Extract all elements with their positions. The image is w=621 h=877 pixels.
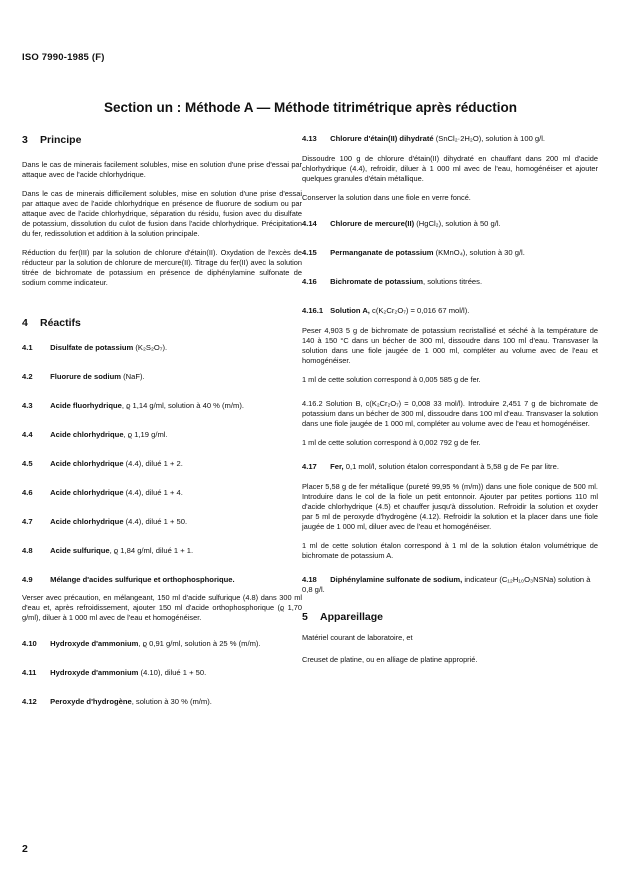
reagent-item bbox=[22, 517, 302, 527]
item-text: (4.4), dilué 1 + 2. bbox=[123, 459, 183, 468]
item-title: Chlorure de mercure(II) bbox=[330, 219, 415, 228]
item-number: 4.16.1 bbox=[302, 306, 324, 315]
heading-text: Réactifs bbox=[40, 317, 81, 329]
item-text: , ϱ 0,91 g/ml, solution à 25 % (m/m). bbox=[138, 639, 261, 648]
item-number: 4.3 bbox=[22, 401, 33, 410]
reagent-item bbox=[22, 343, 302, 353]
item-number: 4.11 bbox=[22, 668, 37, 677]
paragraph: Dissoudre 100 g de chlorure d'étain(II) dihydraté en chauffant dans 200 ml d'acide chlorhydrique (4.4), refroidir, diluer à 1 000 ml avec de l'eau, homogénéiser et ajouter quelques granules d'étain métallique. bbox=[302, 154, 598, 183]
item-number: 4.13 bbox=[302, 134, 317, 143]
paragraph: Conserver la solution dans une fiole en verre foncé. bbox=[302, 193, 471, 202]
reagent-item bbox=[302, 277, 598, 287]
item-number: 4.7 bbox=[22, 517, 33, 526]
item-title: Fluorure de sodium bbox=[50, 372, 122, 381]
reagent-item bbox=[22, 401, 302, 411]
item-title: Hydroxyde d'ammonium bbox=[50, 668, 139, 677]
reagent-item bbox=[302, 134, 598, 144]
paragraph: 1 ml de cette solution étalon correspond à 1 ml de la solution étalon volumétrique de bichromate de potassium A. bbox=[302, 541, 598, 560]
item-number: 4.9 bbox=[22, 575, 33, 584]
item-number: 4.18 bbox=[302, 575, 317, 584]
item-number: 4.6 bbox=[22, 488, 33, 497]
paragraph: 1 ml de cette solution correspond à 0,002 792 g de fer. bbox=[302, 438, 481, 447]
reagent-item bbox=[22, 459, 302, 469]
item-text: , ϱ 1,19 g/ml. bbox=[123, 430, 168, 439]
item-title: Acide fluorhydrique bbox=[50, 401, 122, 410]
reagent-item bbox=[22, 546, 302, 556]
item-number: 4.12 bbox=[22, 697, 37, 706]
heading-principe bbox=[22, 134, 302, 146]
reagent-item bbox=[302, 462, 598, 472]
page-number: 2 bbox=[22, 843, 28, 855]
reagent-item bbox=[22, 488, 302, 498]
heading-appareillage bbox=[302, 611, 598, 623]
item-text: (HgCl₂), solution à 50 g/l. bbox=[414, 219, 501, 228]
reagent-item bbox=[22, 639, 302, 649]
paragraph: Peser 4,903 5 g de bichromate de potassium recristallisé et séché à la température de 140 à 150 °C dans un bécher de 300 ml, dissoudre dans 100 ml d'eau. Transvaser la solution dans une fiole jaugée de 1 000 ml, compléter au volume avec de l'eau et homogénéiser. bbox=[302, 326, 598, 365]
heading-reactifs bbox=[22, 317, 302, 329]
item-number: 4.14 bbox=[302, 219, 317, 228]
item-title: Bichromate de potassium bbox=[330, 277, 423, 286]
item-number: 4.8 bbox=[22, 546, 33, 555]
heading-number: 3 bbox=[22, 134, 28, 146]
reagent-item bbox=[22, 575, 302, 585]
reagent-item bbox=[302, 306, 598, 316]
item-title: Solution A, bbox=[330, 306, 370, 315]
item-title: Acide chlorhydrique bbox=[50, 517, 124, 526]
reagent-item bbox=[22, 430, 302, 440]
item-title: Disulfate de potassium bbox=[50, 343, 134, 352]
heading-number: 5 bbox=[302, 611, 308, 623]
reagent-item bbox=[22, 668, 302, 678]
reagent-item bbox=[22, 372, 302, 382]
item-title: Permanganate de potassium bbox=[330, 248, 434, 257]
standard-reference: ISO 7990-1985 (F) bbox=[22, 52, 105, 63]
item-number: 4.17 bbox=[302, 462, 317, 471]
paragraph: 4.16.2 Solution B, c(K₂Cr₂O₇) = 0,008 33 mol/l). Introduire 2,451 7 g de bichromate de potassium dans un bécher de 300 ml, dissoudre dans 100 ml d'eau. Transvaser la solution dans une fiole jaugée de 1 000 ml, compléter au volume avec de l'eau et homogénéiser. bbox=[302, 399, 598, 428]
item-text: , ϱ 1,14 g/ml, solution à 40 % (m/m). bbox=[121, 401, 244, 410]
paragraph: Matériel courant de laboratoire, et bbox=[302, 633, 413, 642]
item-number: 4.5 bbox=[22, 459, 33, 468]
item-number: 4.4 bbox=[22, 430, 33, 439]
item-text: (SnCl₂·2H₂O), solution à 100 g/l. bbox=[433, 134, 546, 143]
left-column bbox=[22, 134, 302, 726]
item-number: 4.16 bbox=[302, 277, 317, 286]
paragraph: Verser avec précaution, en mélangeant, 150 ml d'acide sulfurique (4.8) dans 300 ml d'eau et, après refroidissement, ajouter 150 ml d'acide orthophosphorique (ϱ 1,70 g/ml), diluer à 1 000 ml avec de l'eau et homogénéiser. bbox=[22, 593, 302, 622]
item-title: Diphénylamine sulfonate de sodium, bbox=[330, 575, 463, 584]
paragraph: 1 ml de cette solution correspond à 0,005 585 g de fer. bbox=[302, 375, 481, 384]
item-title: Acide chlorhydrique bbox=[50, 459, 124, 468]
paragraph: Dans le cas de minerais difficilement solubles, mise en solution d'une prise d'essai par attaque avec de l'acide chlorhydrique en présence de fluorure de sodium ou par attaque avec de l'acide chlorhydrique, séparation du résidu, fusion avec du disulfate de potassium, dissolution du culot de fusion dans l'acide chlorhydrique. Précipitation du fer, redissolution et addition à la solution principale. bbox=[22, 189, 302, 238]
item-text: indicateur (C₁₂H₁₀O₃NSNa) solution à 0,8 g/l. bbox=[302, 575, 591, 594]
reagent-item bbox=[302, 219, 598, 229]
item-text: (4.4), dilué 1 + 4. bbox=[123, 488, 183, 497]
paragraph: Réduction du fer(III) par la solution de chlorure d'étain(II). Oxydation de l'excès de réducteur par la solution de chlorure de mercure(II). Titrage du fer(II) avec la solution titrée de bichromate de potassium en présence de diphénylamine sulfonate de sodium comme indicateur. bbox=[22, 248, 302, 287]
paragraph: Creuset de platine, ou en alliage de platine approprié. bbox=[302, 655, 478, 664]
item-text: c(K₂Cr₂O₇) = 0,016 67 mol/l). bbox=[369, 306, 470, 315]
paragraph: Placer 5,58 g de fer métallique (pureté 99,95 % (m/m)) dans une fiole conique de 500 ml. Introduire dans le col de la fiole un petit entonnoir. Ajouter par petites portions 110 ml d'acide chlorhydrique (4.5) et chauffer jusqu'à dissolution. Refroidir la solution et oxyder par 5 ml de peroxyde d'hydrogène (4.12). Refroidir la solution et la placer dans une fiole jaugée de 1 000 ml, diluer avec de l'eau et homogénéiser. bbox=[302, 482, 598, 531]
item-text: (K₂S₂O₇). bbox=[133, 343, 168, 352]
right-column bbox=[302, 134, 598, 674]
item-title: Hydroxyde d'ammonium bbox=[50, 639, 139, 648]
item-title: Acide chlorhydrique bbox=[50, 488, 124, 497]
item-text: , solution à 30 % (m/m). bbox=[131, 697, 212, 706]
heading-number: 4 bbox=[22, 317, 28, 329]
item-title: Mélange d'acides sulfurique et orthophosphorique. bbox=[50, 575, 235, 584]
reagent-item bbox=[302, 248, 598, 258]
item-number: 4.10 bbox=[22, 639, 37, 648]
item-number: 4.15 bbox=[302, 248, 317, 257]
reagent-item bbox=[22, 697, 302, 707]
item-title: Fer, bbox=[330, 462, 344, 471]
item-title: Chlorure d'étain(II) dihydraté bbox=[330, 134, 434, 143]
item-text: (NaF). bbox=[121, 372, 145, 381]
item-title: Acide chlorhydrique bbox=[50, 430, 124, 439]
item-text: , solutions titrées. bbox=[422, 277, 483, 286]
item-text: (4.10), dilué 1 + 50. bbox=[138, 668, 207, 677]
item-number: 4.2 bbox=[22, 372, 33, 381]
section-title: Section un : Méthode A — Méthode titrimétrique après réduction bbox=[103, 100, 518, 115]
heading-text: Appareillage bbox=[320, 611, 384, 623]
heading-text: Principe bbox=[40, 134, 82, 146]
item-title: Peroxyde d'hydrogène bbox=[50, 697, 132, 706]
item-number: 4.1 bbox=[22, 343, 33, 352]
item-text: (4.4), dilué 1 + 50. bbox=[123, 517, 188, 526]
item-text: 0,1 mol/l, solution étalon correspondant à 5,58 g de Fe par litre. bbox=[343, 462, 559, 471]
item-title: Acide sulfurique bbox=[50, 546, 110, 555]
item-text: (KMnO₄), solution à 30 g/l. bbox=[433, 248, 525, 257]
item-text: , ϱ 1,84 g/ml, dilué 1 + 1. bbox=[109, 546, 194, 555]
paragraph: Dans le cas de minerais facilement solubles, mise en solution d'une prise d'essai par attaque avec de l'acide chlorhydrique. bbox=[22, 160, 302, 179]
reagent-item bbox=[302, 575, 598, 595]
